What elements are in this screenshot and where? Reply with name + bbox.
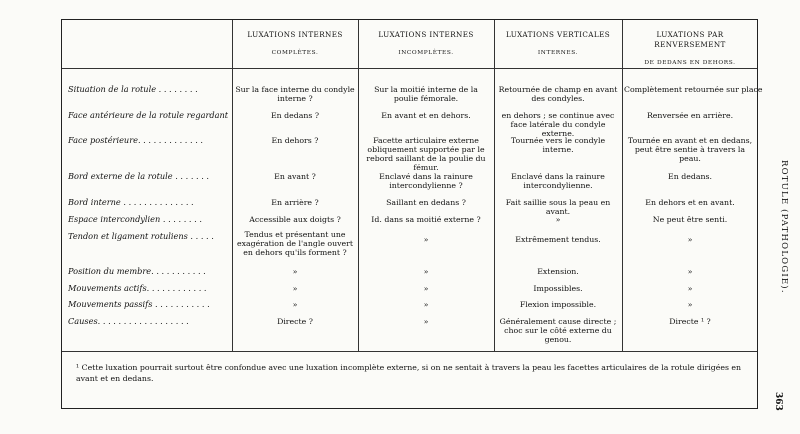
footnote: ¹ Cette luxation pourrait surtout être confondue avec une luxation incomplète externe, si on ne sentait à travers la peau les facettes articulaires de la rotule dirigées en avant et en dedans. xyxy=(76,363,742,383)
table-frame xyxy=(61,19,763,409)
table-cell: » xyxy=(423,267,429,276)
table-cell: Tournée en avant et en dedans, peut être sentie à travers la peau. xyxy=(627,136,753,163)
table-cell: Accessible aux doigts ? xyxy=(249,215,341,224)
table-cell: Impossibles. xyxy=(533,284,583,293)
table-cell: » xyxy=(423,235,429,244)
column-title: LUXATIONS INTERNES xyxy=(378,30,474,39)
running-title: ROTULE (PATHOLOGIE). xyxy=(779,160,789,294)
table-cell: Extension. xyxy=(537,267,579,276)
table-cell: Généralement cause directe ; choc sur le côté externe du genou. xyxy=(499,317,617,344)
table-cell: En avant et en dehors. xyxy=(381,111,471,120)
table-cell: En dedans. xyxy=(668,172,712,181)
column-title: LUXATIONS PAR RENVERSEMENT xyxy=(654,30,726,49)
table-cell: Ne peut être senti. xyxy=(652,215,728,224)
footnote-rule xyxy=(62,351,757,352)
table-cell: En dedans ? xyxy=(270,111,320,120)
column-title: LUXATIONS VERTICALES xyxy=(505,30,611,39)
column-divider xyxy=(622,20,623,351)
table-cell: Retournée de champ en avant des condyles. xyxy=(498,85,618,103)
table-cell: Directe ? xyxy=(277,317,313,326)
table-cell: » xyxy=(687,284,693,293)
table-cell: En dehors ? xyxy=(271,136,319,145)
table-cell: En avant ? xyxy=(274,172,316,181)
column-subtitle: COMPLÈTES. xyxy=(271,50,319,56)
table-cell: » xyxy=(423,317,429,326)
table-cell: » xyxy=(292,284,298,293)
header-rule xyxy=(62,68,757,69)
column-subtitle: DE DEDANS EN DEHORS. xyxy=(644,60,736,66)
table-cell: Enclavé dans la rainure intercondylienne. xyxy=(511,172,605,190)
page-number: 363 xyxy=(773,392,783,411)
table-cell: Tendus et présentant une exagération de l'angle ouvert en dehors qu'ils forment ? xyxy=(236,230,354,257)
column-header xyxy=(360,30,492,58)
table-cell: En arrière ? xyxy=(271,198,319,207)
table-cell: » xyxy=(292,300,298,309)
table-cell: en dehors ; se continue avec face latérale du condyle externe. xyxy=(501,111,615,138)
table-cell: Fait saillie sous la peau en avant. xyxy=(505,198,611,216)
row-label: Face antérieure de la rotule regardant xyxy=(68,111,229,120)
row-label: Mouvements actifs. . . . . . . . . . . . xyxy=(68,284,207,293)
table-cell: Facette articulaire externe obliquement supportée par le rebord saillant de la poulie du fémur. xyxy=(366,136,486,172)
table-cell: » xyxy=(687,267,693,276)
column-subtitle: INCOMPLÈTES. xyxy=(398,50,454,56)
table-cell: Saillant en dedans ? xyxy=(386,198,466,207)
column-divider xyxy=(494,20,495,351)
column-header xyxy=(496,30,620,58)
table-cell: » xyxy=(555,215,561,224)
column-title: LUXATIONS INTERNES xyxy=(247,30,343,39)
table-cell: Extrêmement tendus. xyxy=(515,235,601,244)
table-cell: » xyxy=(687,235,693,244)
row-label: Position du membre. . . . . . . . . . . xyxy=(68,267,206,276)
column-header xyxy=(234,30,356,58)
table-cell: Renversée en arrière. xyxy=(646,111,734,120)
row-label: Bord interne . . . . . . . . . . . . . . xyxy=(68,198,194,207)
row-label: Tendon et ligament rotuliens . . . . . xyxy=(68,232,214,241)
table-cell: Sur la moitié interne de la poulie fémorale. xyxy=(374,85,478,103)
row-label: Causes. . . . . . . . . . . . . . . . . . xyxy=(68,317,189,326)
table-cell: Id. dans sa moitié externe ? xyxy=(371,215,481,224)
table-cell: Sur la face interne du condyle interne ? xyxy=(235,85,355,103)
row-label: Mouvements passifs . . . . . . . . . . . xyxy=(68,300,210,309)
table-cell: Enclavé dans la rainure intercondylienne ? xyxy=(379,172,473,190)
row-label: Bord externe de la rotule . . . . . . . xyxy=(68,172,210,181)
table-cell: » xyxy=(423,284,429,293)
table-cell: » xyxy=(423,300,429,309)
column-header xyxy=(624,30,756,68)
row-label: Face postérieure. . . . . . . . . . . . . xyxy=(68,136,204,145)
table-cell: » xyxy=(687,300,693,309)
table-cell: En dehors et en avant. xyxy=(645,198,735,207)
table-cell: Flexion impossible. xyxy=(519,300,597,309)
table-cell: Directe ¹ ? xyxy=(669,317,711,326)
row-label: Espace intercondylien . . . . . . . . xyxy=(68,215,202,224)
column-subtitle: INTERNES. xyxy=(537,50,579,56)
row-label: Situation de la rotule . . . . . . . . xyxy=(68,85,198,94)
table-cell: Complètement retournée sur place xyxy=(624,85,763,94)
table-cell: » xyxy=(292,267,298,276)
table-cell: Tournée vers le condyle interne. xyxy=(510,136,606,154)
column-divider xyxy=(358,20,359,351)
